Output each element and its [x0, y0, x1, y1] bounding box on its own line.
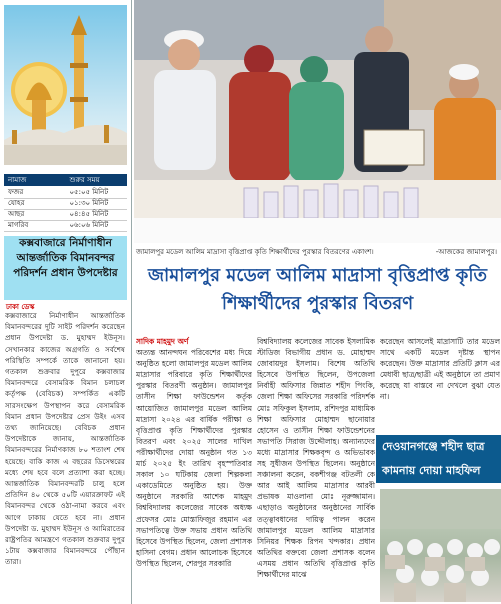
prayer-col-time: শুরুর সময় — [69, 176, 100, 184]
sidebar-article-body: কক্সবাজারে নির্মাণাধীন আন্তর্জাতিক বিমানবন্দরের দুটি সাইট পরিদর্শন করেছেন প্রধান উপদেষ্টা ড. মুহাম্মদ ইউনূস। সেখানকার কাজের অগ্রগতি ও সর্বশেষ পরিস্থিতি সম্পর্কে তাকে জানানো হয়। গতকাল শুক্রবার দুপুরে কক্সবাজার বিমানবন্দরে বেসামরিক বিমান চলাচল কর্তৃপক্ষ (বেবিচক) সম্পর্কিত একটি সারসংক্ষেপ উপস্থাপন করে বেসামরিক বিমান প্রধান উপদেষ্টার প্রেস উইং এসব তথ্য জানিয়েছে। বেবিচক প্রধান উপদেষ্টাকে জানায়, আন্তর্জাতিক বিমানবন্দরের নির্মাণকাজ ৮০ শতাংশ শেষ হয়েছে। বাকি কাজ এ বছরের ডিসেম্বরের মধ্যে শেষ হবে বলে প্রত্যাশা করা হচ্ছে। আন্তর্জাতিক বিমানবন্দরটি চালু হলে প্রতিদিন ৪০ থেকে ৫০টি এয়ারক্রাফট এই বিমানবন্দর থেকে ওঠা-নামা করবে এবং আগে ঢাকায় যেতে হবে না। প্রধান উপদেষ্টা ড. মুহাম্মদ ইউনূস ও আমিরাতের রাষ্ট্রপতির আমন্ত্রণে গতকাল শুক্রবার দুপুর ১টায় কক্সবাজার বিমানবন্দরে পৌঁছান তারা। — [5, 311, 125, 567]
article-column-3: করেছেন আসলেই মাদ্রাসাটি তার মডেল সাথে একটি মডেল দৃষ্টান্ত স্থাপন করেছেন। উক্ত মাদ্রাসার প্রতিটি ক্লাস এর মেধাবী ছাত্র/ছাত্রী এই অনুষ্ঠানে তা প্রমাণ করেছে যা বাস্তবে না দেখলে বুঝা যেত না। — [380, 337, 500, 402]
prayer-time: ০৬:০৬ মিনিট — [69, 221, 109, 229]
photo-illustration — [134, 0, 501, 243]
article-headline — [134, 262, 501, 328]
prayer-time: ০১:৩০ মিনিট — [69, 199, 109, 207]
prayer-name: ফজর — [8, 188, 24, 196]
photo-caption-bar — [134, 245, 501, 259]
article-column-1 — [136, 336, 252, 602]
secondary-headline-line-2: কামনায় দোয়া মাহফিল — [382, 464, 481, 477]
mosque-icon — [4, 5, 127, 165]
headline-line-1: জামালপুর মডেল আলিম মাদ্রাসা বৃত্তিপ্রাপ্ত কৃতি — [147, 265, 488, 286]
prayer-row — [4, 220, 127, 232]
secondary-photo — [380, 489, 501, 602]
article-column-2: বিশ্ববিদ্যালয় কলেজের সাবেক ইসলামিক স্টাডিজ বিভাগীয় প্রধান ড. মোহাম্মদ জোবায়দুর ইসলাম। বিশেষ অতিথি হিসেবে উপস্থিত ছিলেন, উপজেলা নির্বাহী অফিসার জিন্নাত শহীদ পিংকি, জেলা শিক্ষা অফিসের সরকারি পরিদর্শক মোঃ সফিকুল ইসলাম, রশিদপুর মাধ্যমিক শিক্ষা অফিসার মোহাম্মদ ছানোয়ার হোসেন ও তাসীন শিক্ষা ফাউন্ডেশনের সভাপতি সিরাজ উদ্দৌলাহ। অন্যান্যদের মধ্যে মাদ্রাসার শিক্ষকবৃন্দ ও অভিভাবক সহ সুধীজন উপস্থিত ছিলেন। অনুষ্ঠানে সঞ্চালনা করেন, বকশীগঞ্জ বটতলী কে আর আই আলিম মাদ্রাসার আরবী প্রভাষক মাওলানা মোঃ নূরুজ্জামান। এছাড়াও অনুষ্ঠানের অনুষ্ঠানের সার্বিক তত্ত্বাবধানের দায়িত্ব পালন করেন জামালপুর মডেল আলিম মাদ্রাসার সিনিয়র শিক্ষক রিপন খন্দকার। প্রধান অতিথির বক্তব্যে জেলা প্রশাসক বলেন এসময় প্রধান অতিথি বৃত্তিপ্রাপ্ত কৃতি শিক্ষার্থীদের মাঝে — [257, 337, 375, 579]
headline-line-2: শিক্ষার্থীদের পুরস্কার বিতরণ — [221, 293, 414, 314]
secondary-headline-line-1: দেওয়ানগঞ্জে শহীদ ছাত্র — [382, 440, 485, 453]
article-text-1: অত্যন্ত আনন্দঘন পরিবেশের মধ্য দিয়ে অনুষ্ঠিত হলো জামালপুর মডেল আলিম মাদ্রাসার পরিবারে কৃতি শিক্ষার্থীদের পুরস্কার বিতরণী অনুষ্ঠান। জামালপুর তাসীন শিক্ষা ফাউন্ডেশন কর্তৃক আয়োজিত জামালপুর মডেল আলিম মাদ্রাসা ২০২৪ এর বার্ষিক পরীক্ষা ও বৃত্তিপ্রাপ্ত কৃতি শিক্ষার্থীদের পুরস্কার বিতরণ এবং ২০২৫ সালের দাখিল পরীক্ষার্থীদের দোয়া অনুষ্ঠান গত ১৩ মার্চ ২০২৫ ইং তারিখ বৃহস্পতিবার সকাল ১০ ঘটিকায় জেলা শিল্পকলা একাডেমিতে অনুষ্ঠিত হয়। উক্ত অনুষ্ঠানে সরকারি আশেক মাহমুদ বিশ্ববিদ্যালয় কলেজের সাবেক অধ্যক্ষ প্রফেসর মোঃ মোস্তাফিজুর রহমান এর সভাপতিত্বে উক্ত সভায় প্রধান অতিথি হিসেবে উপস্থিত ছিলেন, জেলা প্রশাসক হাসিনা বেগম। প্রধান আলোচক হিসেবে উপস্থিত ছিলেন, শেরপুর সরকারি — [136, 348, 252, 568]
prayer-table-header — [4, 174, 127, 186]
mosque-illustration — [4, 5, 127, 165]
photo-credit: -আজকের জামালপুর। — [435, 248, 497, 256]
sidebar-byline: ঢাকা ডেস্ক — [6, 303, 35, 311]
secondary-photo-illustration — [380, 489, 501, 602]
prayer-time: ০৪:৪৫ মিনিট — [69, 210, 109, 218]
prayer-name: আছর — [8, 210, 25, 218]
prayer-col-name: নামাজ — [8, 176, 27, 184]
event-photo — [134, 0, 501, 243]
article-byline: সাদিক মাহমুদ অর্ণ — [136, 337, 189, 346]
sidebar-headline: কক্সবাজারে নির্মাণাধীন আন্তর্জাতিক বিমানবন্দর পরিদর্শন প্রধান উপদেষ্টার — [4, 236, 127, 300]
photo-caption: জামালপুর মডেল আলিম মাদ্রাসা বৃত্তিপ্রাপ্ত কৃতি শিক্ষার্থীদের পুরস্কার বিতরণের একাংশ। — [136, 248, 374, 256]
prayer-name: যোহর — [8, 199, 25, 207]
prayer-name: মাগরিব — [8, 221, 29, 229]
secondary-headline — [376, 435, 501, 483]
prayer-time: ০৫:০৫ মিনিট — [69, 188, 109, 196]
